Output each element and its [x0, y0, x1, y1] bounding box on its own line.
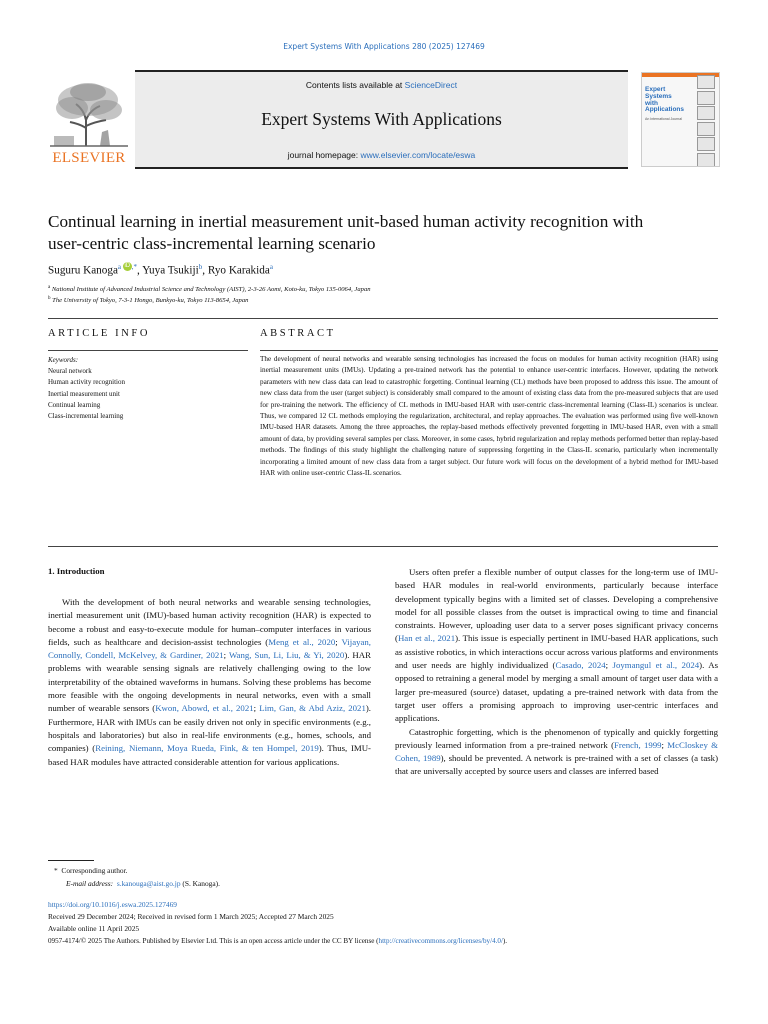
journal-cover-thumbnail[interactable]	[641, 72, 720, 167]
keyword: Class-incremental learning	[48, 412, 124, 421]
affiliation: $^a$ National Institute of Advanced Industrial Science and Technology (AIST), 2-3-26 Aomi, Koto-ku, Tokyo 135-0064, Japan	[48, 285, 371, 294]
contents-prefix: Contents lists available at	[305, 80, 405, 90]
footnote-email: E-mail address: s.kanouga@aist.go.jp (S. Kanoga).	[66, 879, 220, 888]
journal-title: Expert Systems With Applications	[261, 109, 502, 129]
footer-doi	[48, 899, 728, 910]
citation-link[interactable]: McCloskey & Cohen, 1989	[395, 739, 719, 764]
keyword: Neural network	[48, 367, 92, 375]
intro-left-column	[48, 596, 371, 769]
citation-link[interactable]: Meng et al., 2020	[268, 636, 336, 647]
doi-link[interactable]: https://doi.org/10.1016/j.eswa.2025.127469	[48, 900, 177, 909]
paragraph: Catastrophic forgetting, which is the phenomenon of typically and quickly forgetting previously learned information from a pre-trained network (French, 1999; McCloskey & Cohen, 1989), should be prevented. A network is pre-trained with a set of classes (a task) that are universally accepted by source users and classes are inferred based	[395, 726, 719, 777]
homepage-link[interactable]: www.elsevier.com/locate/eswa	[360, 150, 476, 160]
divider	[48, 350, 248, 351]
sciencedirect-link[interactable]: ScienceDirect	[404, 80, 458, 90]
footer-received: Received 29 December 2024; Received in revised form 1 March 2025; Accepted 27 March 2025	[48, 912, 334, 921]
cover-title	[645, 87, 687, 114]
cover-figures	[697, 75, 717, 165]
elsevier-tree-logo-icon	[50, 80, 128, 148]
author-list: Suguru Kanoga$^{a iD ,*}$, Yuya Tsukiji$^b$, Ryo Karakida$^a$	[48, 263, 273, 277]
divider	[48, 546, 718, 547]
cover-title-line: Expert	[645, 86, 666, 93]
journal-reference[interactable]: Expert Systems With Applications 280 (2025) 127469	[283, 42, 485, 51]
author-name[interactable]: Suguru Kanoga	[48, 264, 118, 277]
author-name[interactable]: Ryo Karakida	[207, 264, 270, 277]
footnote-corresponding: * Corresponding author.	[54, 866, 128, 875]
publisher-wordmark: ELSEVIER	[52, 150, 126, 166]
citation-link[interactable]: Kwon, Abowd, et al., 2021	[155, 703, 254, 714]
citation-link[interactable]: Joymangul et al., 2024	[612, 660, 700, 671]
keywords-label: Keywords:	[48, 356, 79, 364]
intro-right-column	[395, 566, 718, 779]
divider	[48, 318, 718, 319]
abstract-text: The development of neural networks and wearable sensing technologies has increased the focus on modules for human activity recognition (HAR) using inertial measurement units (IMUs). Updating a pre-trained network has the potential to enhance user-centric interfaces. However, updating the network parameters with new class data can lead to catastrophic forgetting. Continual learning (CL) methods have been proposed to address this issue. The amount of new class data from the user (target subject) is considerably small compared to the amount of existing class data from the pre-measured subjects that are used for pre-training the network. The efficiency of CL methods in IMU-based HAR with user-centric class-incremental learning (Class-IL) scenarios is unclear. Thus, we compared 12 CL methods employing the regularization, architectural, and replay approaches. The evaluation was performed using five well-known IMU-based HAR datasets. Among the three approaches, the replay-based methods effectively prevented forgetting in IMU-based HAR, even with a small amount of data, by providing several samples per class. Moreover, in some cases, hybrid regularization and replay methods performed better than replay-based methods. The findings of this study highlight the challenging nature of suppressing forgetting in the Class-IL scenario, particularly when incrementally incorporating a limited amount of new class data from a target subject. Our future work will focus on the development of a hybrid method for IMU-based HAR with online user-centric Class-IL scenarios.	[260, 355, 718, 478]
footer-online: Available online 11 April 2025	[48, 924, 140, 933]
abstract-heading: ABSTRACT	[260, 328, 336, 339]
keyword: Human activity recognition	[48, 378, 125, 387]
affiliation-marker[interactable]: a	[269, 263, 273, 271]
citation-link[interactable]: Vijayan, Connolly, Condell, McKelvey, & Gardiner, 2021	[48, 636, 372, 661]
email-label: E-mail address:	[66, 879, 114, 888]
citation-link[interactable]: Casado, 2024	[555, 660, 606, 671]
keyword: Inertial measurement unit	[48, 389, 120, 398]
citation-link[interactable]: French, 1999	[614, 739, 662, 750]
orcid-icon[interactable]: iD	[124, 263, 131, 269]
footer-license: 0957-4174/© 2025 The Authors. Published by Elsevier Ltd. This is an open access article under the CC BY license (http://creativecommons.org/licenses/by/4.0/).	[48, 937, 508, 945]
article-title: Continual learning in inertial measurement unit-based human activity recognition with user-centric class-incremental learning scenario	[48, 212, 644, 253]
affiliation: $^b$ The University of Tokyo, 7-3-1 Hongo, Bunkyo-ku, Tokyo 113-8654, Japan	[48, 296, 249, 305]
citation-link[interactable]: Lim, Gan, & Abd Aziz, 2021	[259, 703, 366, 714]
footnote-mark: *	[54, 866, 58, 875]
homepage-line	[135, 150, 628, 160]
cover-title-line: Systems	[645, 92, 672, 100]
contents-line	[135, 80, 628, 90]
citation-link[interactable]: Wang, Sun, Li, Liu, & Yi, 2020	[228, 650, 345, 661]
citation-link[interactable]: Han et al., 2021	[397, 633, 456, 644]
homepage-prefix: journal homepage:	[287, 150, 361, 160]
affiliation-marker[interactable]: b	[198, 263, 203, 271]
article-info-heading: ARTICLE INFO	[48, 328, 151, 339]
cover-title-line: Applications	[645, 106, 685, 114]
paragraph: With the development of both neural networks and wearable sensing technologies, inertial measurement unit (IMU)-based human activity recognition (HAR) is expected to become a robust and easy-to-execute module for human–computer interfaces in various fields, such as healthcare and decision-assist technologies (Meng et al., 2020; Vijayan, Connolly, Condell, McKelvey, & Gardiner, 2021; Wang, Sun, Li, Liu, & Yi, 2020). HAR problems with wearable sensing signals are relatively challenging owing to the low interpretability of the obtained waveforms in humans. Solving these problems has become more feasible with the ongoing developments in neural networks, even with a small number of wearable sensors (Kwon, Abowd, et al., 2021; Lim, Gan, & Abd Aziz, 2021). Furthermore, HAR with IMUs can be easily driven not only in specific environments (e.g., hospitals and laboratories) but also in real-life environments (e.g., homes, schools, and companies) (Reining, Niemann, Moya Rueda, Fink, & ten Hompel, 2019). Thus, IMU-based HAR modules have attracted considerable attention for various applications.	[48, 597, 372, 767]
license-link[interactable]: http://creativecommons.org/licenses/by/4.0/	[378, 937, 503, 945]
divider	[260, 350, 718, 351]
affiliation-marker[interactable]: a iD ,*	[117, 263, 138, 271]
keyword: Continual learning	[48, 400, 101, 409]
citation-link[interactable]: Reining, Niemann, Moya Rueda, Fink, & ten Hompel, 2019	[95, 743, 319, 754]
email-link[interactable]: s.kanouga@aist.go.jp	[116, 879, 181, 888]
paragraph: Users often prefer a flexible number of output classes for the long-term use of IMU-based HAR modules in real-world environments, particularly because interface development typically begins with a limited set of classes. Developing a comprehensive model for all possible classes from the outset is impractical owing to time and financial constraints. However, uploading user data to a server poses significant privacy concerns (Han et al., 2021). This issue is especially pertinent in IMU-based HAR applications, such as assistive robotics, in which interactions occur across various platforms and environments and user needs are highly individualized (Casado, 2024; Joymangul et al., 2024). As opposed to retraining a general model by merging a small amount of target user data with a larger pre-measured (source) dataset, updating a pre-trained network with data from the target user offers a promising approach to improving user-centric interfaces and applications.	[395, 567, 718, 724]
cover-subtitle: An International Journal	[645, 117, 682, 121]
footnote-rule	[48, 860, 94, 861]
section-heading-introduction: 1. Introduction	[48, 566, 105, 576]
cover-title-line: with	[645, 99, 658, 107]
author-name[interactable]: Yuya Tsukiji	[142, 264, 199, 277]
keywords-list	[48, 366, 125, 422]
